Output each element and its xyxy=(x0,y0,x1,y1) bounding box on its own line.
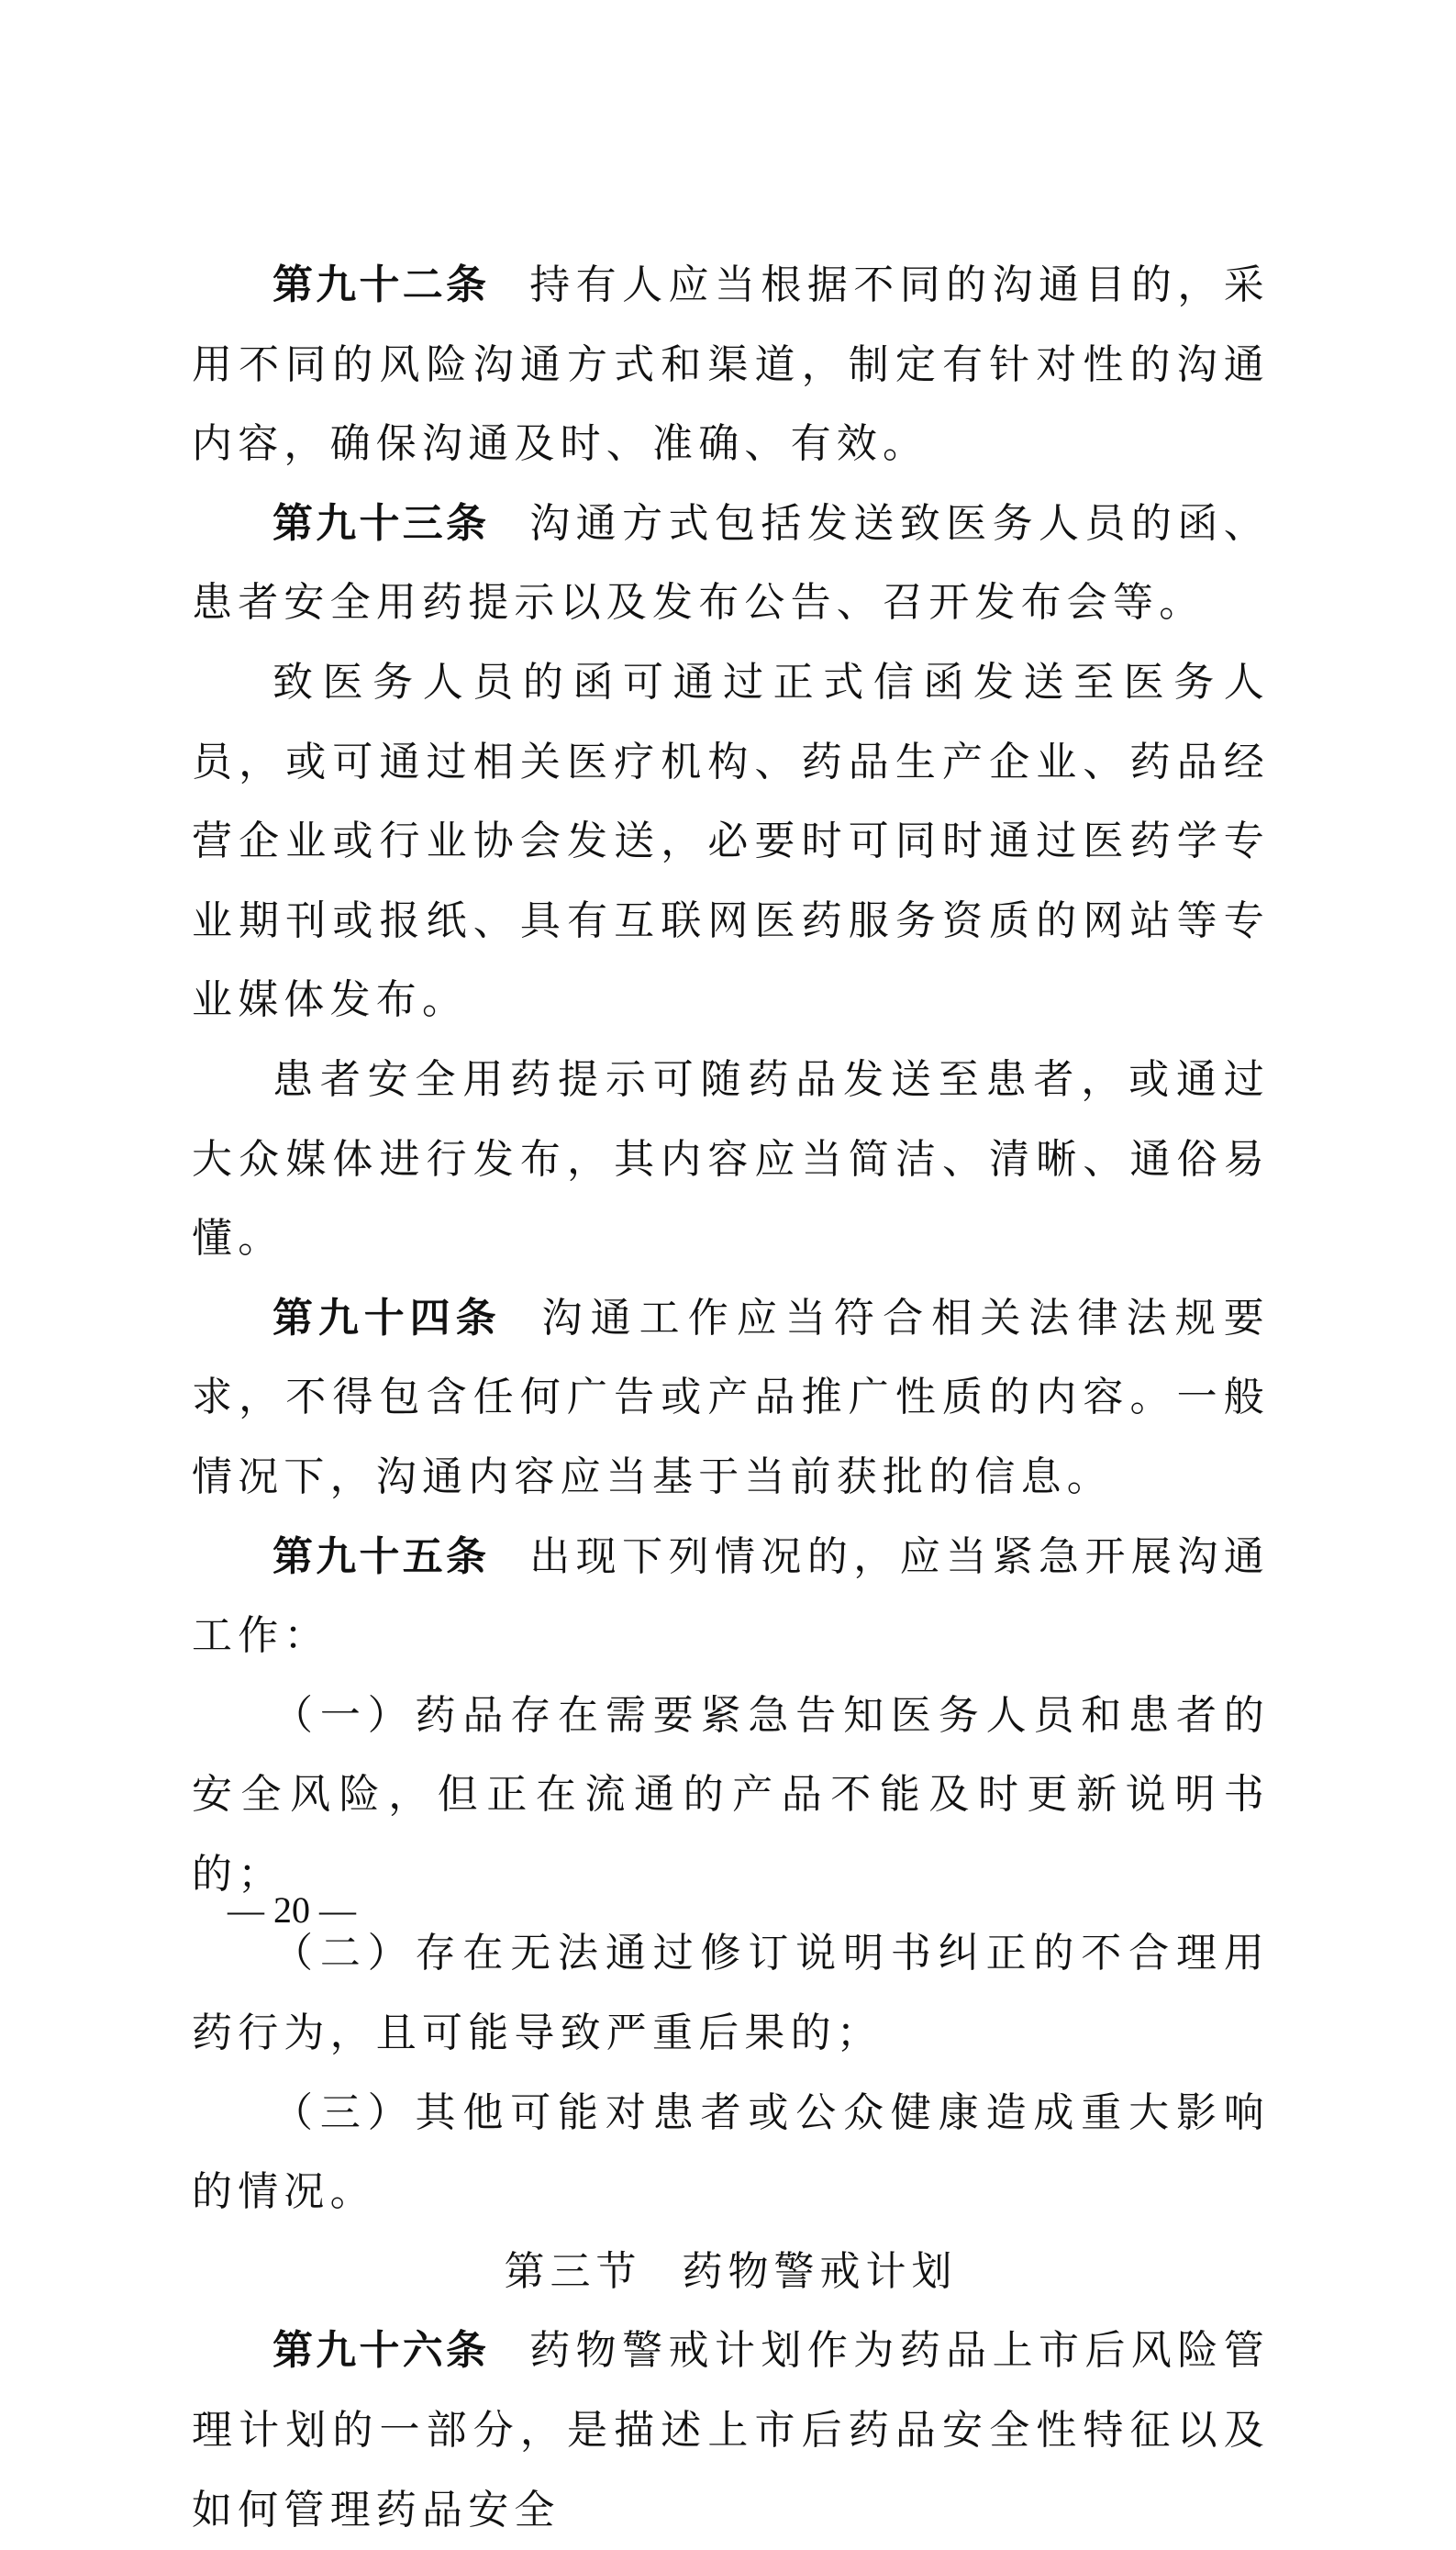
section-number: 第三节 xyxy=(504,2247,642,2295)
article-93 xyxy=(192,484,1270,643)
document-body xyxy=(192,246,1270,2550)
article-label: 第九十四条 xyxy=(272,1294,502,1342)
article-text: 药物警戒计划作为药品上市后风险管理计划的一部分，是描述上市后药品安全性特征以及如何管理药品安全 xyxy=(192,2327,1270,2533)
article-94 xyxy=(192,1279,1270,1518)
list-item-1: （一）药品存在需要紧急告知医务人员和患者的安全风险，但正在流通的产品不能及时更新说明书的； xyxy=(192,1691,1270,1898)
paragraph-letters: 致医务人员的函可通过正式信函发送至医务人员，或可通过相关医疗机构、药品生产企业、药品经营企业或行业协会发送，必要时可同时通过医药学专业期刊或报纸、具有互联网医药服务资质的网站等专业媒体发布。 xyxy=(192,658,1270,1024)
paragraph-patient-tips: 患者安全用药提示可随药品发送至患者，或通过大众媒体进行发布，其内容应当简洁、清晰、通俗易懂。 xyxy=(192,1055,1270,1263)
article-text: 沟通工作应当符合相关法律法规要求，不得包含任何广告或产品推广性质的内容。一般情况下，沟通内容应当基于当前获批的信息。 xyxy=(192,1294,1271,1500)
article-text: 沟通方式包括发送致医务人员的函、患者安全用药提示以及发布公告、召开发布会等。 xyxy=(192,499,1270,627)
list-item-3: （三）其他可能对患者或公众健康造成重大影响的情况。 xyxy=(192,2088,1270,2216)
article-text: 持有人应当根据不同的沟通目的，采用不同的风险沟通方式和渠道，制定有针对性的沟通内容，确保沟通及时、准确、有效。 xyxy=(192,262,1270,468)
article-label: 第九十三条 xyxy=(272,499,490,547)
article-96 xyxy=(192,2311,1270,2550)
article-label: 第九十六条 xyxy=(272,2327,490,2375)
article-text: 出现下列情况的，应当紧急开展沟通工作： xyxy=(192,1532,1270,1660)
article-label: 第九十五条 xyxy=(272,1532,490,1580)
list-item-2: （二）存在无法通过修订说明书纠正的不合理用药行为，且可能导致严重后果的； xyxy=(192,1930,1270,2057)
article-label: 第九十二条 xyxy=(272,262,490,308)
article-95 xyxy=(192,1518,1270,1676)
article-92 xyxy=(192,246,1270,484)
section-title: 药物警戒计划 xyxy=(682,2247,958,2295)
page-number: — 20 — xyxy=(228,1889,356,1931)
section-heading xyxy=(192,2233,1270,2312)
